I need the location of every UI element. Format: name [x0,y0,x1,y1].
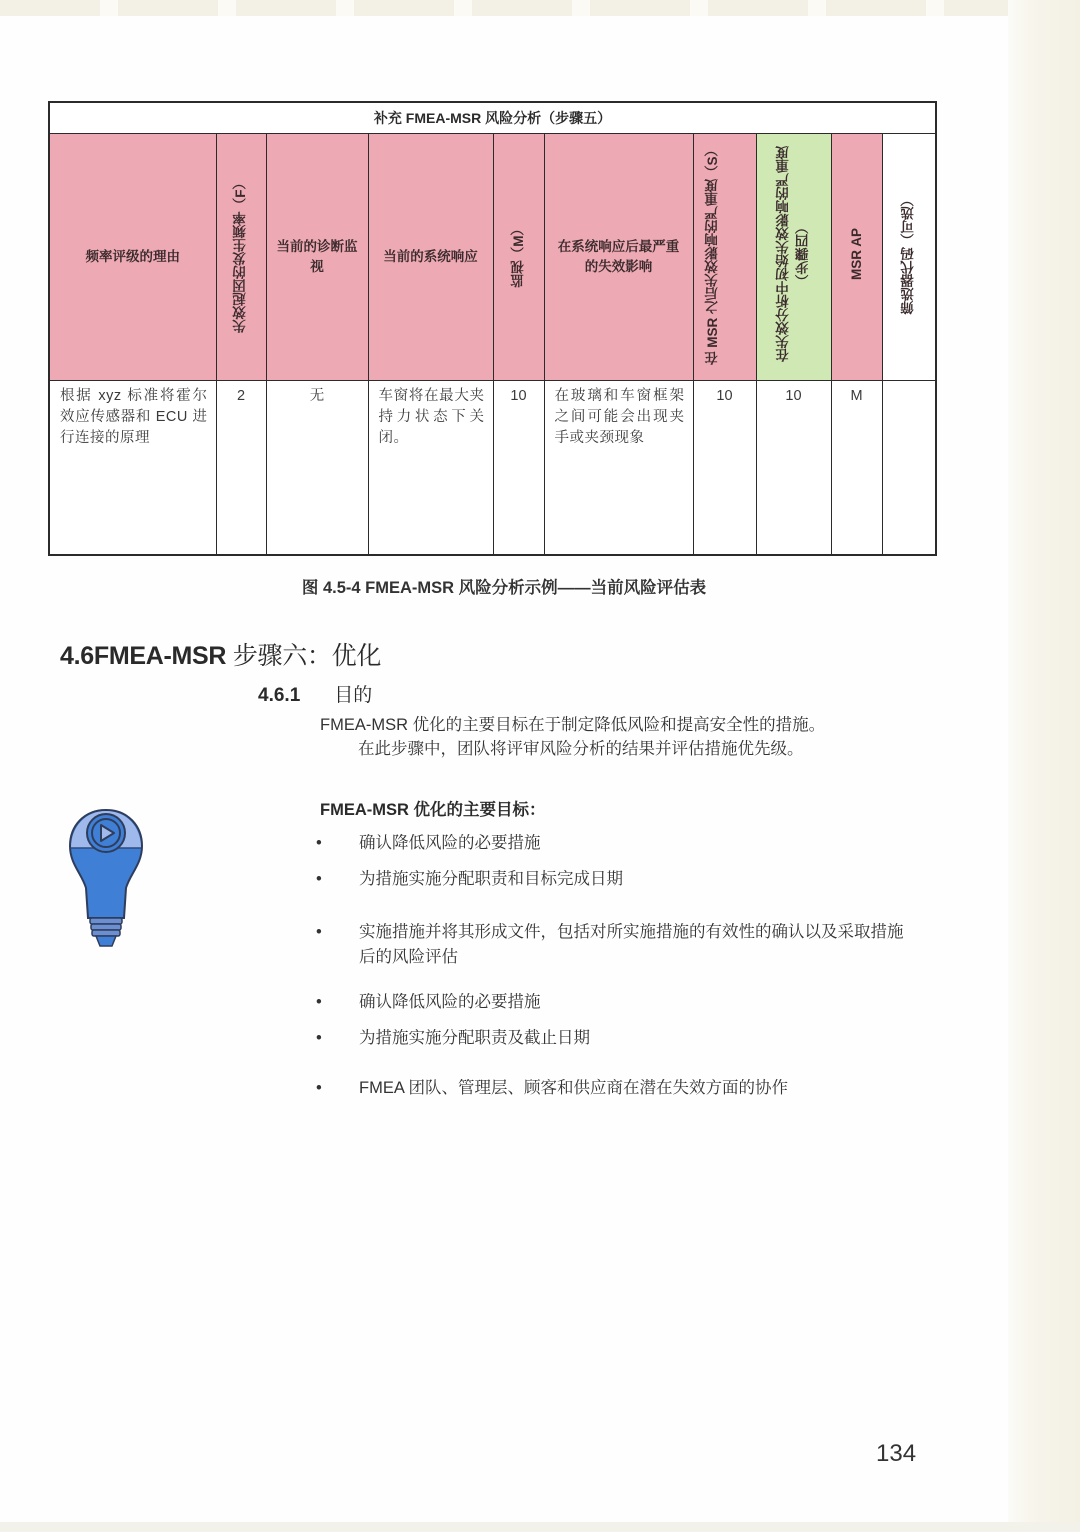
scan-edge-bottom [0,1522,1080,1532]
figure-caption: 图 4.5-4 FMEA-MSR 风险分析示例——当前风险评估表 [301,579,707,597]
bullet-icon: • [316,1029,322,1047]
list-item: • 确认降低风险的必要措施 [316,990,916,1015]
lightbulb-play-icon [66,806,146,956]
intro-line-1: FMEA-MSR 优化的主要目标在于制定降低风险和提高安全性的措施。 [320,716,826,734]
header-current-system-response: 当前的系统响应 [368,134,493,381]
subsection-number: 4.6.1 [258,685,301,706]
cell-most-severe-effect: 在玻璃和车窗框架之间可能会出现夹手或夹颈现象 [544,381,693,556]
header-most-severe-effect: 在系统响应后最严重的失效影响 [544,134,693,381]
header-severity-after-msr: 在 MSR 之后失效影响的严重度（S） [693,134,756,381]
bullet-icon: • [316,834,322,852]
header-frequency-rationale: 频率评级的理由 [49,134,216,381]
list-item: • 实施措施并将其形成文件，包括对所实施措施的有效性的确认以及采取措施后的风险评估 [316,920,916,970]
subsection-title: 目的 [334,685,373,706]
cell-diagnostic: 无 [266,381,368,556]
table-header-row [49,134,936,381]
table-title: 补充 FMEA-MSR 风险分析（步骤五） [49,102,936,134]
list-item: • 为措施实施分配职责及截止日期 [316,1026,916,1051]
section-heading [60,636,381,672]
page-number: 134 [876,1440,917,1467]
bullet-icon: • [316,993,322,1011]
list-item: • FMEA 团队、管理层、顾客和供应商在潜在失效方面的协作 [316,1076,916,1101]
goals-title: FMEA-MSR 优化的主要目标： [320,801,546,819]
intro-line-2: 在此步骤中，团队将评审风险分析的结果并评估措施优先级。 [358,739,804,758]
section-title-en: FMEA-MSR [93,642,227,670]
cell-initial-severity: 10 [756,381,831,556]
section-title-cn: 步骤六：优化 [232,642,382,670]
bullet-icon: • [316,923,322,941]
list-item: • 确认降低风险的必要措施 [316,831,916,856]
cell-frequency-rationale: 根据 xyz 标准将霍尔效应传感器和 ECU 进行连接的原理 [49,381,216,556]
scan-edge-top [0,0,1080,16]
scan-edge-right [1008,0,1080,1532]
intro-paragraph [320,714,920,762]
fmea-msr-risk-table [48,101,937,556]
cell-monitoring: 10 [493,381,544,556]
header-current-diagnostic: 当前的诊断监视 [266,134,368,381]
header-filter-code: 筛选器代码（可选） [882,134,936,381]
bullet-icon: • [316,870,322,888]
list-item: • 为措施实施分配职责和目标完成日期 [316,867,916,892]
header-monitoring-m: 监视（M） [493,134,544,381]
cell-system-response: 车窗将在最大夹持力状态下关闭。 [368,381,493,556]
header-msr-ap: MSR AP [831,134,882,381]
cell-occurrence: 2 [216,381,266,556]
cell-filter-code [882,381,936,556]
cell-severity-after-msr: 10 [693,381,756,556]
subsection-heading [258,680,372,707]
bullet-icon: • [316,1079,322,1097]
table-row [49,381,936,556]
section-number: 4.6 [60,642,94,670]
header-initial-severity: 在失效分析中初始失效影响的严重度（步骤四） [756,134,831,381]
header-occurrence-f: 失效起因的发生频率（F） [216,134,266,381]
cell-msr-ap: M [831,381,882,556]
